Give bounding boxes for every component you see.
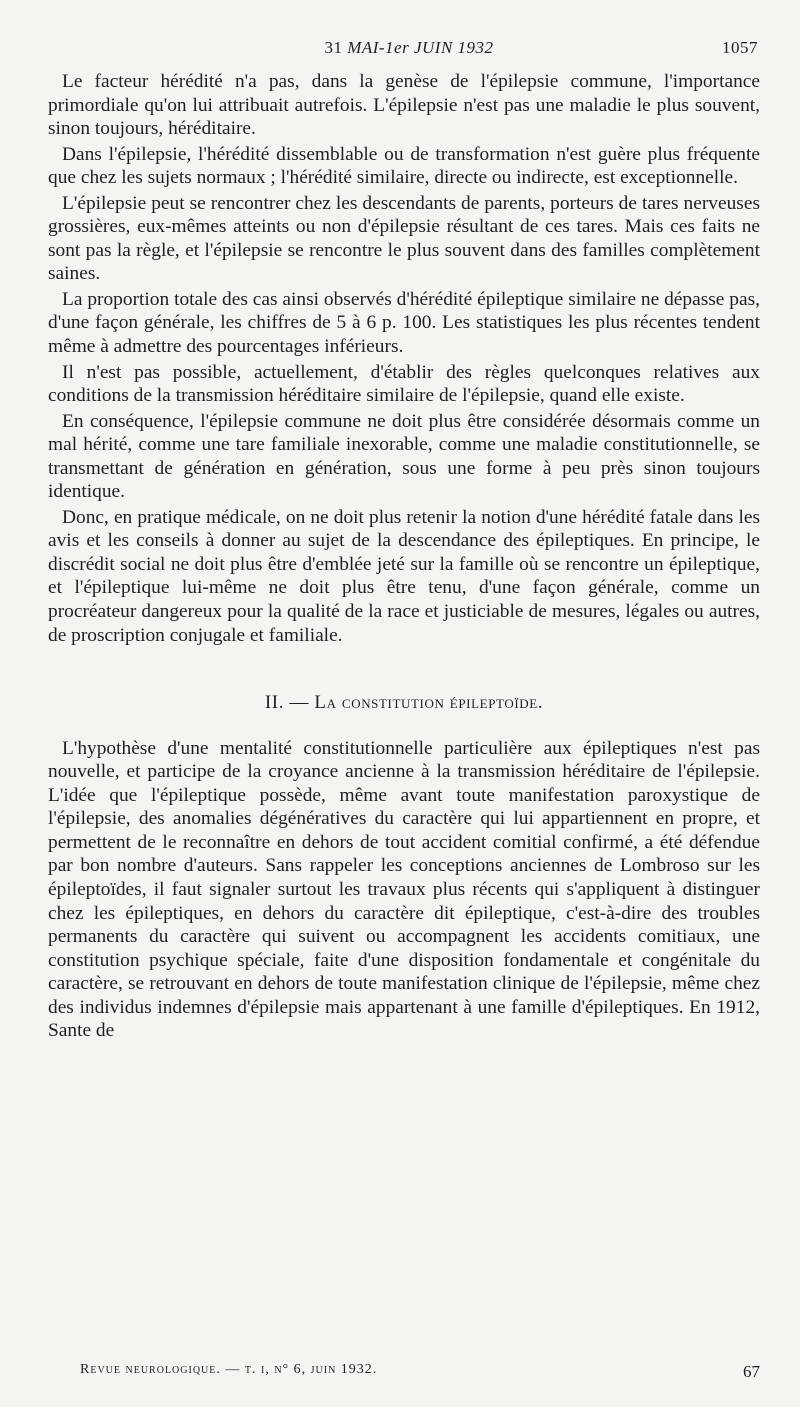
running-title xyxy=(60,38,758,58)
page-number: 1057 xyxy=(722,38,758,57)
paragraph: Il n'est pas possible, actuellement, d'établir des règles quelconques relatives aux conditions de la transmission héréditaire similaire de l'épilepsie, quand elle existe. xyxy=(48,361,760,407)
paragraph: Donc, en pratique médicale, on ne doit plus retenir la notion d'une hérédité fatale dans les avis et les conseils à donner au sujet de la descendance des épileptiques. En principe, le discrédit social ne doit plus être d'emblée jeté sur la famille où se rencontre un épileptique, et l'épileptique lui-même ne doit plus être tenu, d'une façon générale, comme un procréateur dangereux pour la qualité de la race et justiciable de mesures, légales ou autres, de proscription conjugale et familiale. xyxy=(48,506,760,646)
section-number: II. — xyxy=(264,692,310,714)
journal-reference: Revue neurologique. — t. i, n° 6, juin 1932. xyxy=(80,1362,378,1377)
article-body xyxy=(48,70,760,1045)
paragraph: L'hypothèse d'une mentalité constitutionnelle particulière aux épileptiques n'est pas nouvelle, et participe de la croyance ancienne à la transmission héréditaire de l'épilepsie. L'idée que l'épileptique possède, même avant toute manifestation paroxystique de l'épilepsie, des anomalies dégénératives du caractère qui lui appartiennent en propre, et permettent de le reconnaître en dehors de tout accident comitial confirmé, a été défendue par bon nombre d'auteurs. Sans rappeler les conceptions anciennes de Lombroso sur les épileptoïdes, il faut signaler surtout les travaux plus récents qui s'appliquent à distinguer chez les épileptiques, en dehors du caractère dit épileptique, c'est-à-dire des troubles permanents du caractère qui suivent ou accompagnent les accidents comitiaux, une constitution psychique spéciale, faite d'une disposition fondamentale et congénitale du caractère, se retrouvant en dehors de toute manifestation clinique de l'épilepsie, même chez des individus indemnes d'épilepsie mais appartenant à une famille d'épileptiques. En 1912, Sante de xyxy=(48,737,760,1042)
running-date: 31 xyxy=(324,38,343,57)
paragraph: La proportion totale des cas ainsi observés d'hérédité épileptique similaire ne dépasse pas, d'une façon générale, les chiffres de 5 à 6 p. 100. Les statistiques les plus récentes tendent même à admettre des pourcentages inférieurs. xyxy=(48,288,760,358)
paragraph: L'épilepsie peut se rencontrer chez les descendants de parents, porteurs de tares nerveuses grossières, eux-mêmes atteints ou non d'épilepsie résultant de ces tares. Mais ces faits ne sont pas la règle, et l'épilepsie se rencontre le plus souvent dans des familles complètement saines. xyxy=(48,192,760,285)
paragraph: Dans l'épilepsie, l'hérédité dissemblable ou de transformation n'est guère plus fréquente que chez les sujets normaux ; l'hérédité similaire, directe ou indirecte, est exceptionnelle. xyxy=(48,143,760,189)
sheet-number: 67 xyxy=(743,1362,760,1381)
section-heading xyxy=(48,691,760,715)
page-footer xyxy=(80,1362,760,1381)
running-months: MAI-1er JUIN 1932 xyxy=(347,38,494,57)
paragraph: Le facteur hérédité n'a pas, dans la genèse de l'épilepsie commune, l'importance primordiale qu'on lui attribuait autrefois. L'épilepsie n'est pas une maladie le plus souvent, sinon toujours, héréditaire. xyxy=(48,71,760,140)
section-title: La constitution épileptoïde. xyxy=(314,692,544,714)
paragraph: En conséquence, l'épilepsie commune ne doit plus être considérée désormais comme un mal hérité, comme une tare familiale inexorable, comme une maladie constitutionnelle, se transmettant de génération en génération, sous une forme à peu près sinon toujours identique. xyxy=(48,410,760,503)
